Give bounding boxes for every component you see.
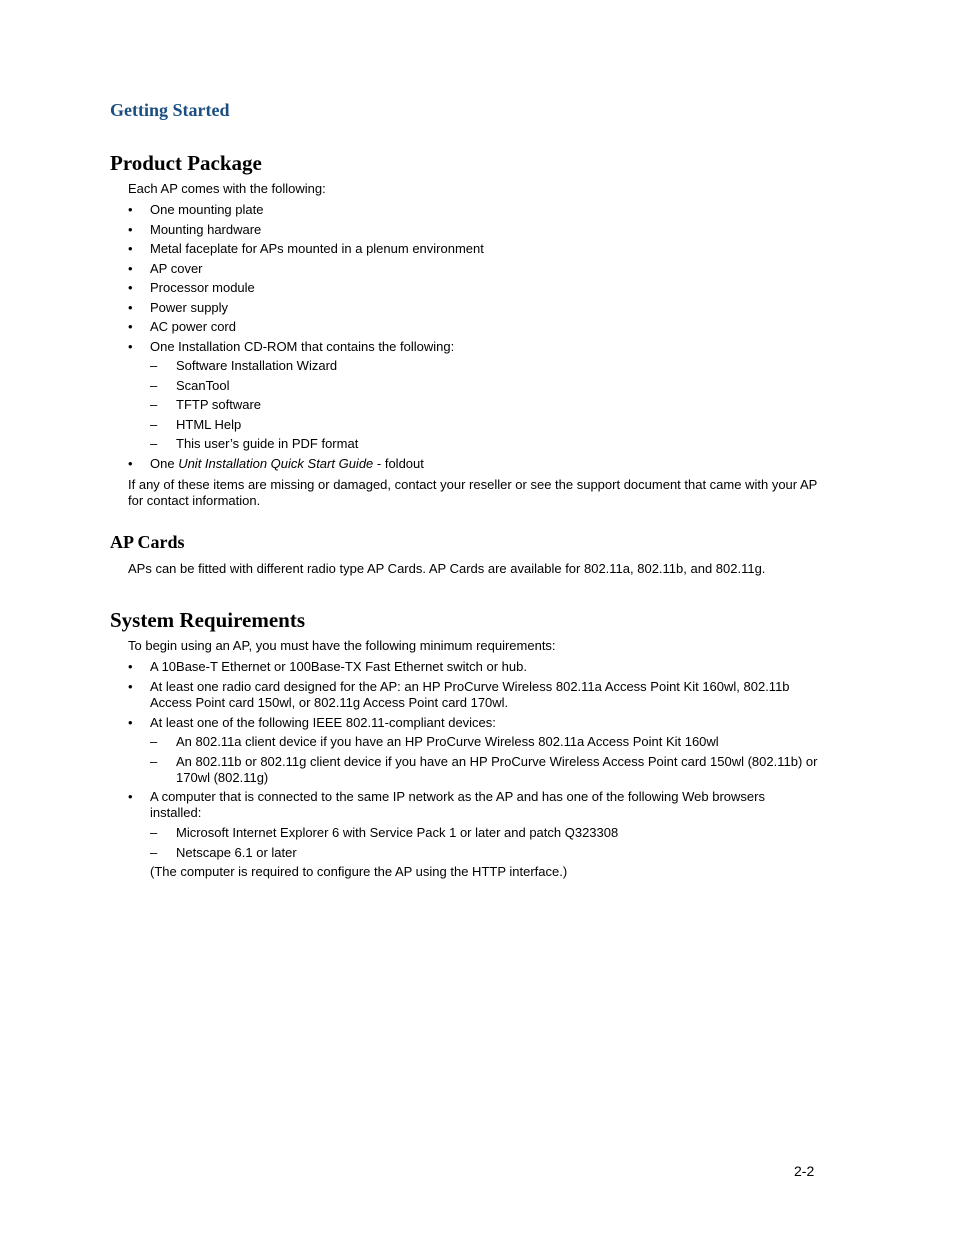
list-item-text: One mounting plate (150, 202, 264, 217)
list-item-text: At least one radio card designed for the AP: an HP ProCurve Wireless 802.11a Access Point Kit 160wl, 802.11b Access Point card 150wl, or 802.11g Access Point card 170wl. (150, 679, 790, 710)
dash-marker: – (150, 845, 158, 860)
bullet-marker: • (128, 319, 133, 334)
dash-marker: – (150, 754, 158, 769)
list-item-text: Power supply (150, 300, 229, 315)
list-item (128, 222, 818, 238)
list-item (128, 261, 818, 277)
ap-cards-heading: AP Cards (110, 532, 185, 552)
guide-title: Unit Installation Quick Start Guide (178, 456, 374, 471)
sub-list-item-text: HTML Help (176, 417, 242, 432)
sub-list-item (150, 734, 818, 750)
dash-marker: – (150, 436, 158, 451)
list-item (128, 715, 818, 731)
list-item (128, 280, 818, 296)
dash-marker: – (150, 825, 158, 840)
sub-list-item-text: Software Installation Wizard (176, 358, 338, 373)
bullet-marker: • (128, 339, 133, 354)
sub-list-item-text: ScanTool (176, 378, 230, 393)
list-item (128, 202, 818, 218)
running-head: Getting Started (110, 100, 230, 120)
missing-items-note: If any of these items are missing or damaged, contact your reseller or see the support document that came with your AP for contact information. (128, 477, 818, 508)
list-item-text: AC power cord (150, 319, 236, 334)
http-note: (The computer is required to configure the AP using the HTTP interface.) (150, 864, 568, 879)
guide-prefix: One (150, 456, 179, 471)
system-requirements-intro: To begin using an AP, you must have the following minimum requirements: (128, 638, 556, 653)
product-package-heading: Product Package (110, 151, 262, 175)
dash-marker: – (150, 397, 158, 412)
list-item (128, 319, 818, 335)
bullet-marker: • (128, 679, 133, 694)
bullet-marker: • (128, 280, 133, 295)
sub-list-item (150, 397, 818, 413)
sub-list-item (150, 845, 818, 861)
bullet-marker: • (128, 222, 133, 237)
list-item-text: AP cover (150, 261, 203, 276)
sub-list-item-text: An 802.11b or 802.11g client device if you have an HP ProCurve Wireless Access Point card 150wl (802.11b) or 170wl (802.11g) (176, 754, 818, 785)
list-item-text: A 10Base-T Ethernet or 100Base-TX Fast Ethernet switch or hub. (150, 659, 527, 674)
list-item-text: At least one of the following IEEE 802.11-compliant devices: (150, 715, 496, 730)
sub-list-item-text: This user’s guide in PDF format (176, 436, 359, 451)
product-package-intro: Each AP comes with the following: (128, 181, 326, 196)
list-item (128, 679, 818, 711)
list-item-text (150, 456, 818, 472)
bullet-marker: • (128, 300, 133, 315)
sub-list-item (150, 436, 818, 452)
list-item-text: One Installation CD-ROM that contains the following: (150, 339, 455, 354)
sub-list-item (150, 754, 818, 786)
bullet-marker: • (128, 456, 133, 471)
list-item (128, 456, 818, 472)
list-item-text: A computer that is connected to the same IP network as the AP and has one of the following Web browsers installed: (150, 789, 765, 820)
sub-list-item-text: TFTP software (176, 397, 262, 412)
list-item-text: Metal faceplate for APs mounted in a plenum environment (150, 241, 484, 256)
bullet-marker: • (128, 715, 133, 730)
sub-list-item-text: Microsoft Internet Explorer 6 with Service Pack 1 or later and patch Q323308 (176, 825, 619, 840)
bullet-marker: • (128, 261, 133, 276)
system-requirements-heading: System Requirements (110, 608, 306, 632)
list-item (128, 789, 818, 821)
list-item (128, 241, 818, 257)
sub-list-item (150, 378, 818, 394)
sub-list-item-text: Netscape 6.1 or later (176, 845, 297, 860)
list-item-text: Mounting hardware (150, 222, 262, 237)
bullet-marker: • (128, 659, 133, 674)
bullet-marker: • (128, 789, 133, 804)
list-item-text: Processor module (150, 280, 255, 295)
list-item (128, 300, 818, 316)
list-item (128, 339, 818, 355)
dash-marker: – (150, 378, 158, 393)
bullet-marker: • (128, 241, 133, 256)
sub-list-item (150, 358, 818, 374)
dash-marker: – (150, 417, 158, 432)
sub-list-item-text: An 802.11a client device if you have an HP ProCurve Wireless 802.11a Access Point Kit 160wl (176, 734, 719, 749)
dash-marker: – (150, 734, 158, 749)
sub-list-item (150, 417, 818, 433)
page-number: 2-2 (794, 1163, 815, 1179)
bullet-marker: • (128, 202, 133, 217)
ap-cards-text: APs can be fitted with different radio type AP Cards. AP Cards are available for 802.11a, 802.11b, and 802.11g. (128, 561, 766, 576)
dash-marker: – (150, 358, 158, 373)
guide-suffix: - foldout (373, 456, 424, 471)
list-item (128, 659, 818, 675)
sub-list-item (150, 825, 818, 841)
